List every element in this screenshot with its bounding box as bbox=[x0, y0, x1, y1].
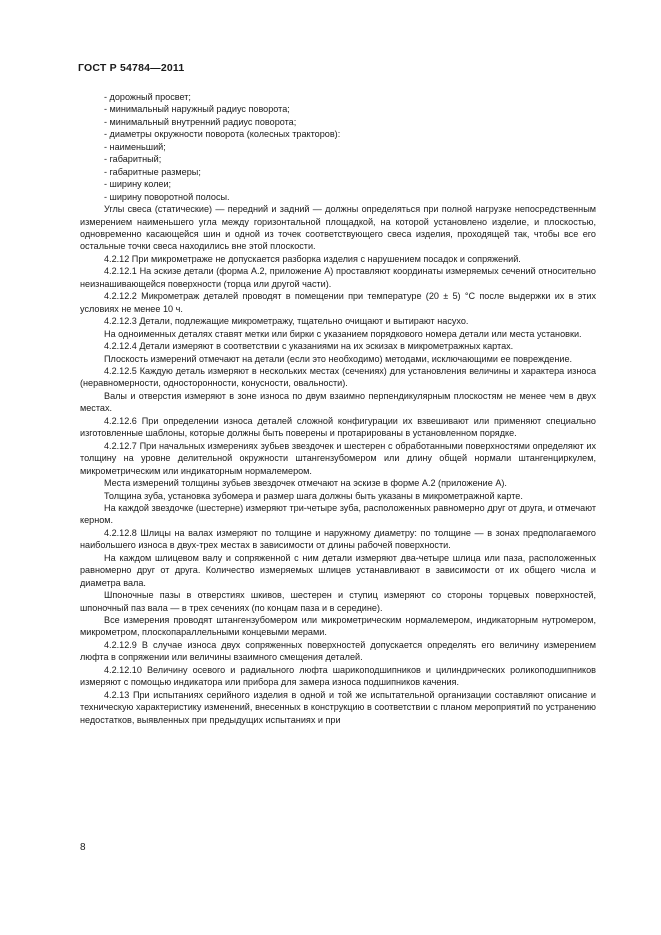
paragraph: Все измерения проводят штангензубомером или микрометрическим нормалемером, индикаторным нутромером, микрометром, плоскопараллельными концевыми мерами. bbox=[80, 615, 596, 638]
list-item: - дорожный просвет; bbox=[104, 92, 191, 102]
clause-4-2-12-7: 4.2.12.7 При начальных измерениях зубьев звездочек и шестерен с обработанными поверхностями определяют их толщину на уровне делительной окружности штангензубомером или длину общей нормали штангенциркулем, микрометрическим или индикаторным нормалемером. bbox=[80, 440, 596, 476]
clause-4-2-12-4: 4.2.12.4 Детали измеряют в соответствии с указаниями на их эскизах в микрометражных картах. bbox=[104, 341, 514, 352]
list-item: - диаметры окружности поворота (колесных тракторов): bbox=[104, 129, 341, 140]
clause-4-2-12-9: 4.2.12.9 В случае износа двух сопряженных поверхностей допускается определять его величину измерением люфта в сопряжении или величины взаимного смещения деталей. bbox=[80, 639, 596, 663]
paragraph: Толщина зуба, установка зубомера и размер шага должны быть указаны в микрометражной карте. bbox=[104, 490, 523, 501]
list-item: - габаритные размеры; bbox=[104, 166, 201, 177]
clause-4-2-12-8: 4.2.12.8 Шлицы на валах измеряют по толщине и наружному диаметру: по толщине — в зонах предполагаемого наибольшего износа в двух-трех местах в зависимости от длины рабочей поверхности. bbox=[80, 527, 596, 551]
paragraph-overhang-angles: Углы свеса (статические) — передний и задний — должны определяться при полной нагрузке непосредственным измерением наименьшего угла между горизонтальной площадкой, на которой установлено изделие, и плоскостью, одновременно касающейся шин и одной из точек соответствующего свеса изделия, проходящей так, чтобы все его остальные точки свеса находились вне этой плоскости. bbox=[80, 204, 596, 252]
paragraph: Шпоночные пазы в отверстиях шкивов, шестерен и ступиц измеряют со стороны торцевых поверхностей, шпоночный паз вала — в трех сечениях (по концам паза и в середине). bbox=[80, 590, 596, 613]
paragraph: Места измерений толщины зубьев звездочек отмечают на эскизе в форме А.2 (приложение А). bbox=[104, 478, 507, 489]
document-code-header: ГОСТ Р 54784—2011 bbox=[78, 62, 185, 74]
paragraph: На одноименных деталях ставят метки или бирки с указанием порядкового номера детали или места установки. bbox=[104, 328, 582, 339]
paragraph: Валы и отверстия измеряют в зоне износа по двум взаимно перпендикулярным плоскостям не менее чем в двух местах. bbox=[80, 390, 596, 414]
clause-4-2-12-3: 4.2.12.3 Детали, подлежащие микрометражу, тщательно очищают и вытирают насухо. bbox=[104, 316, 469, 327]
clause-4-2-13: 4.2.13 При испытаниях серийного изделия в одной и той же испытательной организации составляют описание и техническую характеристику изменений, внесенных в конструкцию в соответствии с планом мероприятий по устранению недостатков, выявленных при предыдущих испытаниях и при bbox=[80, 689, 596, 725]
clause-4-2-12: 4.2.12 При микрометраже не допускается разборка изделия с нарушением посадок и сопряжений. bbox=[104, 253, 521, 264]
list-item: - ширину поворотной полосы. bbox=[104, 191, 230, 202]
clause-4-2-12-5: 4.2.12.5 Каждую деталь измеряют в нескольких местах (сечениях) для установления величины и характера износа (неравномерности, односторонности, конусности, овальности). bbox=[80, 365, 596, 389]
list-item: - наименьший; bbox=[104, 141, 166, 152]
list-item: - минимальный внутренний радиус поворота; bbox=[104, 116, 297, 127]
paragraph: На каждом шлицевом валу и сопряженной с ним детали измеряют два-четыре шлица или паза, расположенных равномерно друг от друга. Количество измеряемых шлицев устанавливают в зависимости от их общего числа и диаметра вала. bbox=[80, 552, 596, 588]
list-item: - минимальный наружный радиус поворота; bbox=[104, 104, 290, 115]
paragraph: Плоскость измерений отмечают на детали (если это необходимо) методами, исключающими ее повреждение. bbox=[104, 353, 573, 364]
list-item: - ширину колеи; bbox=[104, 179, 172, 190]
clause-4-2-12-2: 4.2.12.2 Микрометраж деталей проводят в помещении при температуре (20 ± 5) °С после выдержки их в этих условиях не менее 10 ч. bbox=[80, 291, 596, 314]
paragraph: На каждой звездочке (шестерне) измеряют три-четыре зуба, расположенных равномерно друг от друга, и отмечают керном. bbox=[80, 502, 596, 526]
document-body bbox=[80, 91, 596, 726]
page-number: 8 bbox=[80, 842, 86, 853]
clause-4-2-12-6: 4.2.12.6 При определении износа деталей сложной конфигурации их взвешивают или применяют специально изготовленные шаблоны, которые должны быть поверены и протарированы в установленном порядке. bbox=[80, 415, 596, 439]
list-item: - габаритный; bbox=[104, 154, 162, 165]
clause-4-2-12-10: 4.2.12.10 Величину осевого и радиального люфта шарикоподшипников и цилиндрических роликоподшипников измеряют с помощью индикатора или прибора для замера износа подшипников качения. bbox=[80, 664, 596, 688]
clause-4-2-12-1: 4.2.12.1 На эскизе детали (форма А.2, приложение А) проставляют координаты измеряемых сечений относительно неизнашивающейся поверхности (торца или другой части). bbox=[80, 266, 596, 289]
